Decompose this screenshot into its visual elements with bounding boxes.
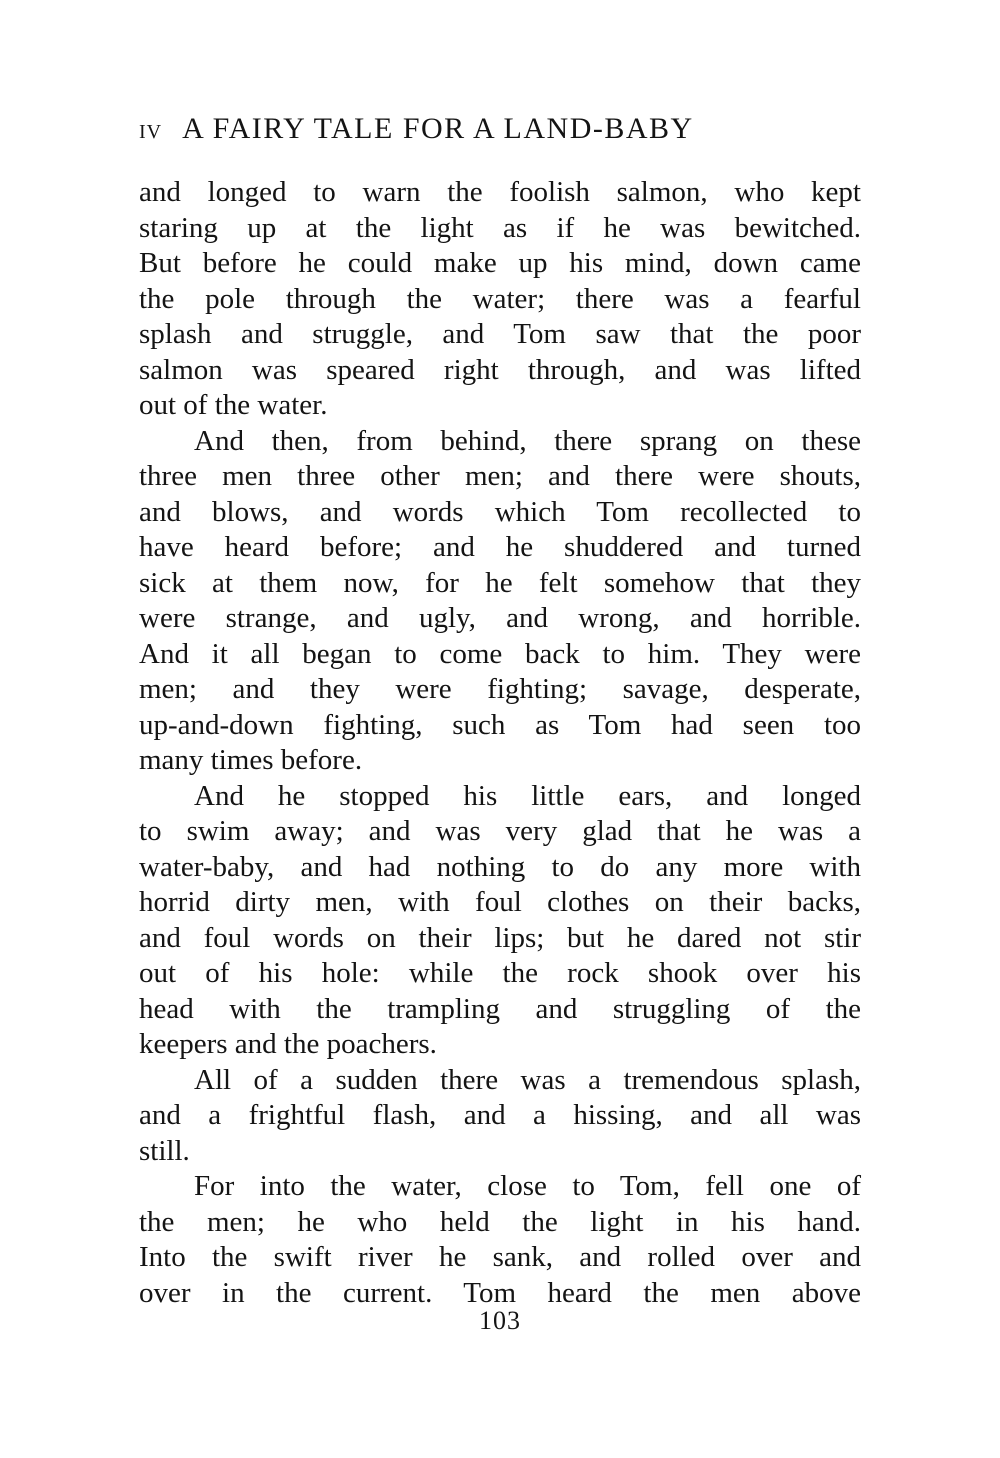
text-line: Into the swift river he sank, and rolled over and — [139, 1241, 861, 1273]
text-line: men; and they were fighting; savage, desperate, — [139, 673, 861, 705]
text-line: sick at them now, for he felt somehow that they — [139, 567, 861, 599]
text-line: But before he could make up his mind, down came — [139, 247, 861, 279]
text-line: were strange, and ugly, and wrong, and horrible. — [139, 602, 861, 634]
running-head — [139, 112, 861, 156]
text-line: All of a sudden there was a tremendous splash, — [194, 1064, 861, 1096]
text-line: and foul words on their lips; but he dared not stir — [139, 922, 861, 954]
text-line: And he stopped his little ears, and longed — [194, 780, 861, 812]
text-line: horrid dirty men, with foul clothes on their backs, — [139, 886, 861, 918]
text-line: out of the water. — [139, 389, 328, 421]
text-line: have heard before; and he shuddered and turned — [139, 531, 861, 563]
text-line: the men; he who held the light in his hand. — [139, 1206, 861, 1238]
text-line: head with the trampling and struggling of the — [139, 993, 861, 1025]
text-line: water-baby, and had nothing to do any more with — [139, 851, 861, 883]
text-line: over in the current. Tom heard the men above — [139, 1277, 861, 1309]
running-title: A FAIRY TALE FOR A LAND-BABY — [182, 112, 694, 145]
text-line: still. — [139, 1135, 190, 1167]
text-line: salmon was speared right through, and was lifted — [139, 354, 861, 386]
text-line: staring up at the light as if he was bewitched. — [139, 212, 861, 244]
text-line: out of his hole: while the rock shook over his — [139, 957, 861, 989]
text-line: And then, from behind, there sprang on these — [194, 425, 861, 457]
text-line: and blows, and words which Tom recollected to — [139, 496, 861, 528]
page-number: 103 — [479, 1306, 521, 1335]
text-line: And it all began to come back to him. They were — [139, 638, 861, 670]
text-line: For into the water, close to Tom, fell one of — [194, 1170, 861, 1202]
text-line: keepers and the poachers. — [139, 1028, 437, 1060]
text-line: and a frightful flash, and a hissing, and all was — [139, 1099, 861, 1131]
text-line: to swim away; and was very glad that he was a — [139, 815, 861, 847]
text-line: the pole through the water; there was a fearful — [139, 283, 861, 315]
text-line: up-and-down fighting, such as Tom had seen too — [139, 709, 861, 741]
text-line: splash and struggle, and Tom saw that the poor — [139, 318, 861, 350]
text-line: three men three other men; and there were shouts, — [139, 460, 861, 492]
chapter-number: IV — [139, 121, 163, 143]
text-line: many times before. — [139, 744, 363, 776]
text-line: and longed to warn the foolish salmon, who kept — [139, 176, 861, 208]
